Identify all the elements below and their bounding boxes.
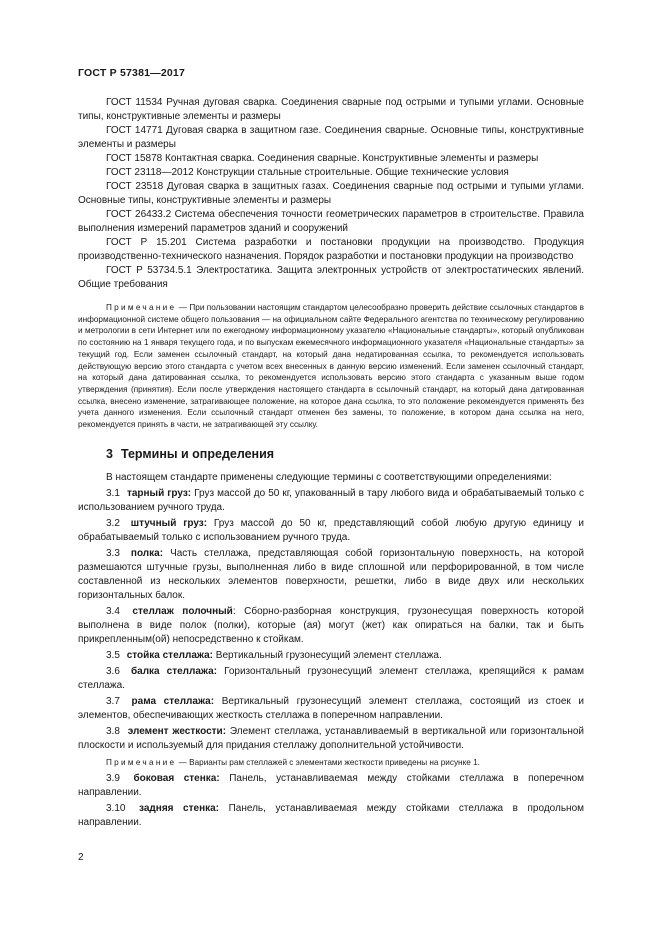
term-definition xyxy=(78,649,584,663)
term-definition xyxy=(78,725,584,753)
term-number: 3.6 xyxy=(106,665,120,677)
term-number: 3.1 xyxy=(106,487,120,499)
page-number: 2 xyxy=(78,852,84,863)
term-name: полка: xyxy=(130,547,164,559)
note-label: Примечание xyxy=(106,757,177,767)
section-number: 3 xyxy=(106,446,113,461)
term-text: Панель, устанавливаемая между стойками стеллажа в поперечном направлении. xyxy=(78,773,585,799)
note-text: — При пользовании настоящим стандартом целесообразно проверить действие ссылочных стандартов в информационной системе общего пользования — на официальном сайте Федерального агентства по техническому регулированию и метрологии в сети Интернет или по ежегодному информационному указателю «Национальные стандарты», который опубликован по состоянию на 1 января текущего года, и по выпускам ежемесячного информационного указателя «Национальные стандарты» за текущий год. Если заменен ссылочный стандарт, на который дана недатированная ссылка, то рекомендуется использовать действующую версию этого стандарта с учетом всех внесенных в данную версию изменений. Если заменен ссылочный стандарт, на который дана датированная ссылка, то рекомендуется использовать версию этого стандарта с указанным выше годом утверждения (принятия). Если после утверждения настоящего стандарта в ссылочный стандарт, на который дана датированная ссылка, внесено изменение, затрагивающее положение, на которое дана ссылка, то это положение рекомендуется применять без учета данного изменения. Если ссылочный стандарт отменен без замены, то положение, в котором дана ссылка на него, рекомендуется принять в части, не затрагивающей эту ссылку. xyxy=(78,303,584,430)
reference-item: ГОСТ 15878 Контактная сварка. Соединения сварные. Конструктивные элементы и размеры xyxy=(106,153,539,164)
reference-item: ГОСТ 26433.2 Система обеспечения точности геометрических параметров в строительстве. Правила выполнения измерений параметров зданий и сооружений xyxy=(78,209,584,234)
term-number: 3.2 xyxy=(106,517,120,529)
term-definition xyxy=(78,772,584,800)
term-name: задняя стенка: xyxy=(139,803,220,815)
term-text: Горизонтальный грузонесущий элемент стеллажа, крепящийся к рамам стеллажа. xyxy=(78,665,585,691)
section-heading xyxy=(106,447,584,461)
term-number: 3.7 xyxy=(106,695,120,707)
term-text: Часть стеллажа, представляющая собой горизонтальную поверхность, на которой размешаются штучные грузы, выполненная либо в виде сплошной или перфорированной, в том числе составленной из нескольких элементов поверхности, решетки, либо в виде двух или нескольких горизонтальных балок. xyxy=(78,547,585,601)
term-number: 3.3 xyxy=(106,547,120,559)
term-name: элемент жесткости: xyxy=(127,725,227,737)
term-number: 3.10 xyxy=(106,803,126,815)
note-frames xyxy=(78,757,584,769)
term-name: стеллаж полочный xyxy=(132,605,233,617)
note-label: Примечание xyxy=(106,303,177,312)
reference-item: ГОСТ 23118—2012 Конструкции стальные строительные. Общие технические условия xyxy=(106,167,509,178)
term-name: штучный груз: xyxy=(130,517,208,529)
term-text: Элемент стеллажа, устанавливаемый в вертикальной или горизонтальной плоскости и используемый для придания стеллажу дополнительной устойчивости. xyxy=(78,725,585,751)
term-definition xyxy=(78,605,584,647)
term-name: рама стеллажа: xyxy=(131,695,215,707)
reference-item: ГОСТ 14771 Дуговая сварка в защитном газе. Соединения сварные. Основные типы, конструктивные элементы и размеры xyxy=(78,125,584,150)
term-text: Панель, устанавливаемая между стойками стеллажа в продольном направлении. xyxy=(78,803,585,829)
page-content xyxy=(78,96,584,830)
section-title: Термины и определения xyxy=(120,446,275,461)
note-text: — Варианты рам стеллажей с элементами жесткости приведены на рисунке 1. xyxy=(178,757,480,767)
reference-item: ГОСТ Р 53734.5.1 Электростатика. Защита электронных устройств от электростатических явлений. Общие требования xyxy=(78,265,584,290)
document-header: ГОСТ Р 57381—2017 xyxy=(78,67,186,79)
term-name: стойка стеллажа: xyxy=(126,649,214,661)
note-references xyxy=(78,302,584,431)
term-name: боковая стенка: xyxy=(133,773,220,785)
term-name: тарный груз: xyxy=(126,487,192,499)
term-definition xyxy=(78,547,584,603)
term-definition xyxy=(78,487,584,515)
term-definition xyxy=(78,517,584,545)
term-text: Груз массой до 50 кг, представляющий собой любую другую единицу и обрабатываемый только с использованием ручного труда. xyxy=(78,517,585,543)
term-definition xyxy=(78,802,584,830)
reference-item: ГОСТ 23518 Дуговая сварка в защитных газах. Соединения сварные под острыми и тупыми углами. Основные типы, конструктивные элементы и размеры xyxy=(78,181,584,206)
term-definition xyxy=(78,695,584,723)
term-number: 3.5 xyxy=(106,649,120,661)
term-name: балка стеллажа: xyxy=(130,665,218,677)
reference-item: ГОСТ 11534 Ручная дуговая сварка. Соединения сварные под острыми и тупыми углами. Основные типы, конструктивные элементы и размеры xyxy=(78,97,584,122)
section-intro: В настоящем стандарте применены следующие термины с соответствующими определениями: xyxy=(106,471,552,483)
term-definition xyxy=(78,665,584,693)
term-text: Груз массой до 50 кг, упакованный в тару любого вида и обрабатываемый только с использованием ручного труда. xyxy=(78,487,584,513)
term-number: 3.8 xyxy=(106,725,120,737)
term-text: Вертикальный грузонесущий элемент стеллажа. xyxy=(215,649,442,661)
term-text: Вертикальный грузонесущий элемент стеллажа, состоящий из стоек и элементов, обеспечивающих жесткость стеллажа в поперечном направлении. xyxy=(78,695,585,721)
term-number: 3.4 xyxy=(106,605,120,617)
reference-item: ГОСТ Р 15.201 Система разработки и постановки продукции на производство. Продукция производственно-технического назначения. Порядок разработки и постановки продукции на производство xyxy=(78,237,584,262)
term-number: 3.9 xyxy=(106,773,120,785)
term-text: : Сборно-разборная конструкция, грузонесущая поверхность которой выполнена в виде полок (полки), которые (ая) могут (жет) как опираться на балки, так и быть прикрепленным(ой) непосредственно к стойкам. xyxy=(78,605,584,645)
